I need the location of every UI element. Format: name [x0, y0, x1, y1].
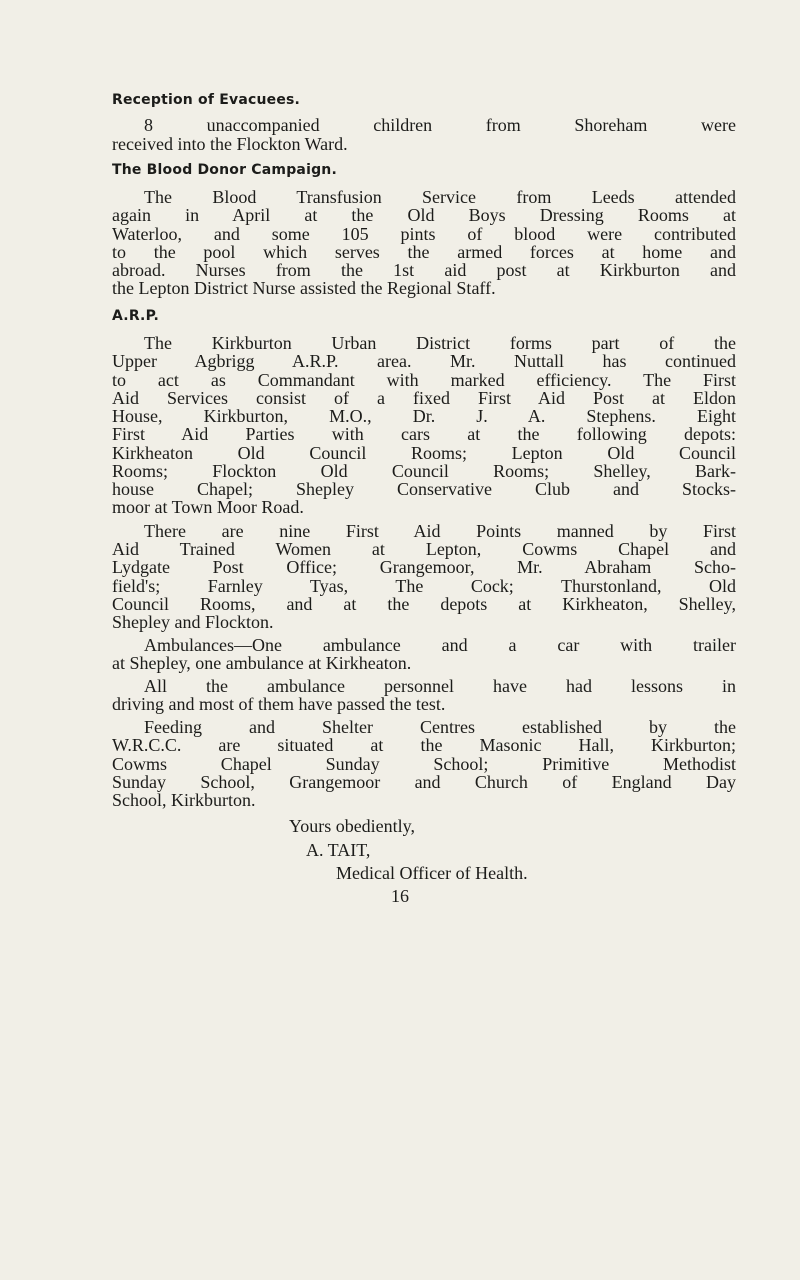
- arp-p3-line: at Shepley, one ambulance at Kirkheaton.: [112, 653, 412, 673]
- arp-p5-line: School, Kirkburton.: [112, 790, 256, 810]
- signature-title: Medical Officer of Health.: [336, 863, 528, 883]
- blood-line: abroad. Nurses from the 1st aid post at Kirkburton and: [112, 260, 736, 280]
- arp-p1-line: moor at Town Moor Road.: [112, 497, 304, 517]
- signature-name: A. TAIT,: [306, 840, 371, 860]
- heading-blood-donor: The Blood Donor Campaign.: [112, 162, 337, 178]
- arp-p1-line: house Chapel; Shepley Conservative Club and Stocks-: [112, 479, 736, 499]
- blood-line: to the pool which serves the armed forces at home and: [112, 242, 736, 262]
- arp-p3-line: Ambulances—One ambulance and a car with trailer: [144, 635, 736, 655]
- blood-line: Waterloo, and some 105 pints of blood were contributed: [112, 224, 736, 244]
- page-number: 16: [391, 886, 409, 906]
- arp-p5-line: Feeding and Shelter Centres established by the: [144, 717, 736, 737]
- arp-p5-line: Sunday School, Grangemoor and Church of England Day: [112, 772, 736, 792]
- arp-p2-line: There are nine First Aid Points manned by First: [144, 521, 736, 541]
- arp-p1-line: House, Kirkburton, M.O., Dr. J. A. Stephens. Eight: [112, 406, 736, 426]
- reception-line: received into the Flockton Ward.: [112, 134, 348, 154]
- arp-p5-line: Cowms Chapel Sunday School; Primitive Methodist: [112, 754, 736, 774]
- arp-p2-line: Lydgate Post Office; Grangemoor, Mr. Abraham Scho-: [112, 557, 736, 577]
- heading-reception: Reception of Evacuees.: [112, 92, 301, 108]
- arp-p2-line: Aid Trained Women at Lepton, Cowms Chapel and: [112, 539, 736, 559]
- signature-closing: Yours obediently,: [289, 816, 416, 836]
- arp-p1-line: Kirkheaton Old Council Rooms; Lepton Old Council: [112, 443, 736, 463]
- arp-p1-line: First Aid Parties with cars at the following depots:: [112, 424, 736, 444]
- arp-p1-line: Upper Agbrigg A.R.P. area. Mr. Nuttall has continued: [112, 351, 736, 371]
- arp-p4-line: driving and most of them have passed the test.: [112, 694, 446, 714]
- blood-line: The Blood Transfusion Service from Leeds attended: [144, 187, 736, 207]
- arp-p2-line: field's; Farnley Tyas, The Cock; Thurstonland, Old: [112, 576, 736, 596]
- arp-p5-line: W.R.C.C. are situated at the Masonic Hall, Kirkburton;: [112, 735, 736, 755]
- arp-p1-line: Rooms; Flockton Old Council Rooms; Shelley, Bark-: [112, 461, 736, 481]
- heading-arp: A.R.P.: [112, 308, 159, 324]
- blood-line: the Lepton District Nurse assisted the Regional Staff.: [112, 278, 496, 298]
- arp-p1-line: The Kirkburton Urban District forms part of the: [144, 333, 736, 353]
- blood-line: again in April at the Old Boys Dressing Rooms at: [112, 205, 736, 225]
- arp-p1-line: Aid Services consist of a fixed First Aid Post at Eldon: [112, 388, 736, 408]
- arp-p1-line: to act as Commandant with marked efficiency. The First: [112, 370, 736, 390]
- reception-line: 8 unaccompanied children from Shoreham were: [144, 115, 736, 135]
- arp-p2-line: Council Rooms, and at the depots at Kirkheaton, Shelley,: [112, 594, 736, 614]
- arp-p4-line: All the ambulance personnel have had lessons in: [144, 676, 736, 696]
- arp-p2-line: Shepley and Flockton.: [112, 612, 274, 632]
